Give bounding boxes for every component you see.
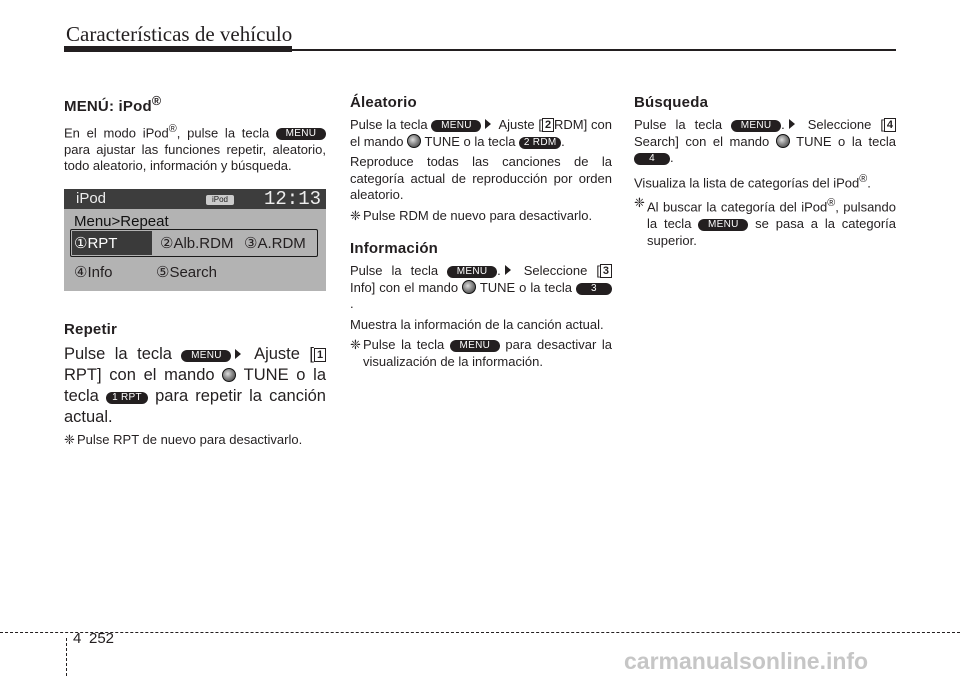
- watermark: carmanualsonline.info: [624, 648, 869, 674]
- note-mark-icon: ❈: [350, 337, 361, 352]
- header-rule-thin: [292, 49, 896, 51]
- screen-breadcrumb: Menu>Repeat: [74, 212, 169, 230]
- note-mark-icon: ❈: [350, 207, 361, 223]
- tune-knob-icon: [222, 368, 236, 382]
- tune-knob-icon: [776, 134, 790, 148]
- rdm-key-icon: 2 RDM: [519, 137, 561, 149]
- key-3-icon: 3: [576, 283, 612, 295]
- arrow-right-icon: [505, 265, 511, 275]
- page-header: Características de vehículo: [66, 22, 293, 46]
- footer-dashed-rule: [0, 632, 960, 633]
- column-menu-ipod: [64, 94, 326, 452]
- screen-option-info: ④Info: [74, 263, 113, 281]
- arrow-right-icon: [485, 119, 491, 129]
- aleatorio-paragraph: Pulse la tecla MENU Ajuste [ 2 RDM] con el mando TUNE o la tecla 2 RDM .: [350, 117, 612, 149]
- number-4-icon: 4: [884, 118, 896, 132]
- intro-paragraph: En el modo iPod®, pulse la tecla MENU para ajustar las funciones repetir, aleatorio, todo aleatorio, información y búsqueda.: [64, 123, 326, 174]
- arrow-right-icon: [235, 349, 241, 359]
- column-aleatorio-info: [350, 94, 612, 374]
- repetir-paragraph: Pulse la tecla MENU Ajuste [ 1 RPT] con el mando TUNE o la tecla 1 RPT para repetir la canción actual.: [64, 344, 326, 426]
- number-1-icon: 1: [314, 348, 326, 362]
- screen-option-rpt: ①RPT: [74, 234, 118, 252]
- note-mark-icon: ❈: [634, 195, 645, 211]
- menu-key-icon: MENU: [181, 350, 231, 362]
- menu-key-icon: MENU: [431, 120, 481, 132]
- column-busqueda: [634, 94, 896, 253]
- header-rule-thick: [64, 46, 292, 52]
- menu-key-icon: MENU: [450, 340, 500, 352]
- screen-option-alb-rdm: ②Alb.RDM: [160, 234, 234, 252]
- menu-key-icon: MENU: [698, 219, 748, 231]
- tune-knob-icon: [407, 134, 421, 148]
- key-4-icon: 4: [634, 153, 670, 165]
- informacion-paragraph: Pulse la tecla MENU . Seleccione [ 3 Info] con el mando TUNE o la tecla 3.: [350, 263, 612, 313]
- tune-knob-icon: [462, 280, 476, 294]
- section-title-menu-ipod: MENÚ: iPod®: [64, 94, 162, 115]
- aleatorio-description: Reproduce todas las canciones de la categoría actual de reproducción por orden aleatorio.: [350, 154, 612, 202]
- chapter-number: 4: [73, 630, 82, 647]
- menu-key-icon: MENU: [731, 120, 781, 132]
- busqueda-paragraph: Pulse la tecla MENU . Seleccione [ 4 Search] con el mando TUNE o la tecla 4 .: [634, 117, 896, 165]
- busqueda-description: Visualiza la lista de categorías del iPod®.: [634, 172, 871, 190]
- page-number: 252: [89, 630, 115, 647]
- rpt-key-icon: 1 RPT: [106, 392, 148, 404]
- screen-ipod-badge: iPod: [206, 195, 234, 205]
- informacion-description: Muestra la información de la canción actual.: [350, 316, 604, 332]
- section-title-aleatorio: Áleatorio: [350, 94, 417, 111]
- screen-option-a-rdm: ③A.RDM: [244, 234, 306, 252]
- section-title-busqueda: Búsqueda: [634, 94, 709, 111]
- ipod-display-screen: [64, 189, 326, 291]
- screen-title: iPod: [76, 189, 107, 207]
- note-mark-icon: ❈: [64, 431, 75, 447]
- informacion-note: ❈ Pulse la tecla MENU para desactivar la visualización de la información.: [350, 337, 612, 369]
- section-title-informacion: Información: [350, 240, 439, 257]
- repetir-note: ❈ Pulse RPT de nuevo para desactivarlo.: [64, 431, 303, 447]
- section-title-repetir: Repetir: [64, 320, 118, 338]
- aleatorio-note: ❈ Pulse RDM de nuevo para desactivarlo.: [350, 207, 593, 223]
- arrow-right-icon: [789, 119, 795, 129]
- busqueda-note: ❈ Al buscar la categoría del iPod®, pulsando la tecla MENU se pasa a la categoría superior.: [634, 195, 897, 248]
- screen-option-search: ⑤Search: [156, 263, 217, 281]
- number-2-icon: 2: [542, 118, 554, 132]
- menu-key-icon: MENU: [276, 128, 326, 140]
- menu-key-icon: MENU: [447, 266, 497, 278]
- footer-dashed-divider: [66, 638, 67, 676]
- screen-clock: 12:13: [264, 188, 322, 210]
- number-3-icon: 3: [600, 264, 612, 278]
